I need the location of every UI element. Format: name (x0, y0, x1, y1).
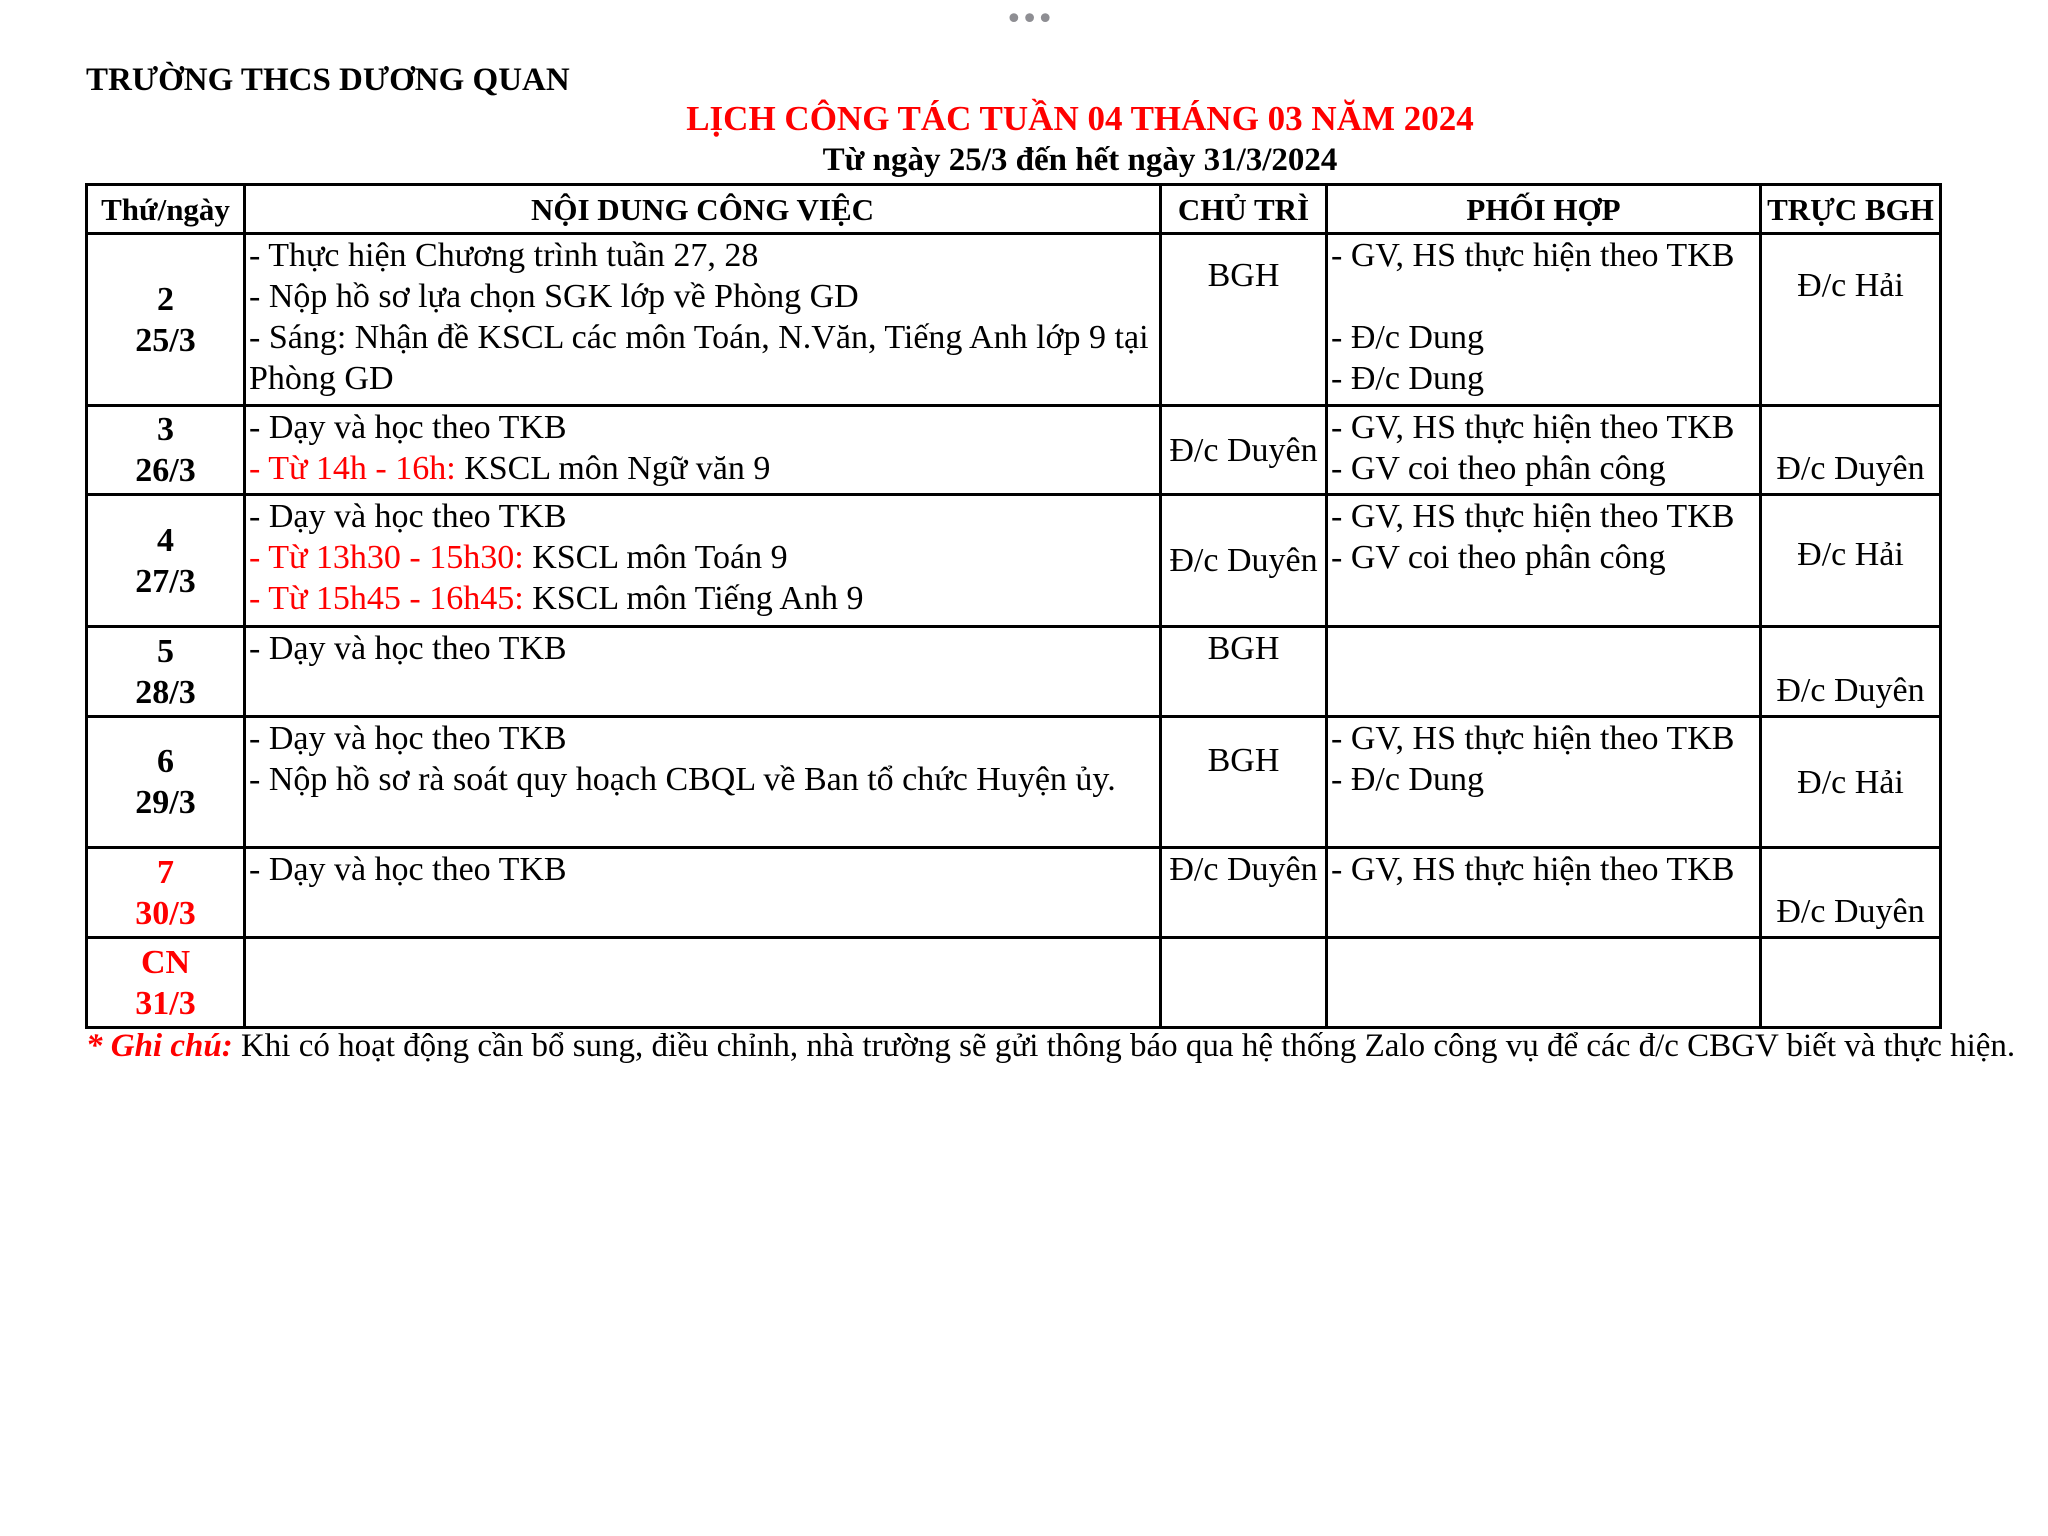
date: 30/3 (135, 894, 196, 932)
table-row (87, 495, 1941, 627)
coord-item: - Đ/c Dung (1331, 360, 1484, 397)
day-cell (87, 627, 245, 717)
task-item: - Dạy và học theo TKB (249, 409, 567, 446)
weekday: 6 (157, 743, 174, 780)
date: 29/3 (135, 784, 196, 821)
host-cell (1161, 406, 1327, 495)
schedule-table (85, 183, 1942, 1029)
coord-cell (1327, 717, 1761, 848)
day-cell (87, 495, 245, 627)
day-cell (87, 717, 245, 848)
timed-task-item (249, 578, 1156, 619)
coord-item: - GV coi theo phân công (1331, 539, 1666, 576)
host-name: BGH (1207, 257, 1280, 294)
coord-item: - GV, HS thực hiện theo TKB (1331, 720, 1735, 757)
day-cell (87, 938, 245, 1028)
host-name: BGH (1207, 742, 1280, 779)
coord-cell (1327, 938, 1761, 1028)
coord-item: - Đ/c Dung (1331, 761, 1484, 798)
day-cell (87, 234, 245, 406)
weekday: 7 (157, 853, 174, 891)
host-cell (1161, 938, 1327, 1028)
content-cell (245, 938, 1161, 1028)
task-item: - Dạy và học theo TKB (249, 630, 567, 667)
task-item: - Thực hiện Chương trình tuần 27, 28 (249, 237, 759, 274)
content-cell (245, 406, 1161, 495)
duty-name: Đ/c Duyên (1776, 450, 1925, 487)
duty-name: Đ/c Duyên (1776, 672, 1925, 709)
duty-cell (1761, 627, 1941, 717)
coord-cell (1327, 848, 1761, 938)
content-cell (245, 717, 1161, 848)
date: 27/3 (135, 562, 196, 600)
host-cell (1161, 627, 1327, 717)
coord-item: - GV coi theo phân công (1331, 450, 1666, 487)
date: 31/3 (135, 984, 196, 1022)
weekday: CN (140, 943, 191, 981)
task-text: KSCL môn Tiếng Anh 9 (523, 580, 864, 617)
duty-cell (1761, 234, 1941, 406)
header-coord: PHỐI HỢP (1327, 185, 1761, 234)
header-duty: TRỰC BGH (1761, 185, 1941, 234)
weekday: 5 (157, 632, 174, 670)
coord-cell (1327, 406, 1761, 495)
duty-cell (1761, 938, 1941, 1028)
coord-cell (1327, 234, 1761, 406)
footnote (86, 1025, 2046, 1067)
school-name: TRƯỜNG THCS DƯƠNG QUAN (86, 62, 570, 98)
table-row (87, 406, 1941, 495)
host-cell (1161, 848, 1327, 938)
coord-item: - GV, HS thực hiện theo TKB (1331, 851, 1735, 888)
day-cell (87, 848, 245, 938)
content-cell (245, 848, 1161, 938)
date-range-subtitle: Từ ngày 25/3 đến hết ngày 31/3/2024 (822, 142, 1338, 178)
duty-name: Đ/c Hải (1797, 267, 1904, 304)
task-text: KSCL môn Toán 9 (523, 539, 788, 576)
host-name: Đ/c Duyên (1169, 851, 1318, 888)
table-row (87, 234, 1941, 406)
host-name: Đ/c Duyên (1169, 542, 1318, 579)
task-item: - Dạy và học theo TKB (249, 851, 567, 888)
task-time: - Từ 15h45 - 16h45: (249, 580, 524, 617)
table-row (87, 627, 1941, 717)
coord-item: - GV, HS thực hiện theo TKB (1331, 498, 1735, 535)
footnote-label: * Ghi chú: (86, 1028, 233, 1064)
duty-name: Đ/c Duyên (1776, 893, 1925, 930)
page-title: LỊCH CÔNG TÁC TUẦN 04 THÁNG 03 NĂM 2024 (686, 99, 1474, 138)
coord-item: - GV, HS thực hiện theo TKB (1331, 409, 1735, 446)
task-item: - Nộp hồ sơ rà soát quy hoạch CBQL về Ban tổ chức Huyện ủy. (249, 761, 1116, 798)
coord-cell (1327, 495, 1761, 627)
table-row (87, 938, 1941, 1028)
task-item: - Nộp hồ sơ lựa chọn SGK lớp về Phòng GD (249, 278, 859, 315)
host-cell (1161, 234, 1327, 406)
content-cell (245, 495, 1161, 627)
duty-name: Đ/c Hải (1797, 536, 1904, 573)
coord-item: - Đ/c Dung (1331, 319, 1484, 356)
duty-cell (1761, 717, 1941, 848)
table-row (87, 717, 1941, 848)
header-host: CHỦ TRÌ (1161, 185, 1327, 234)
task-item: - Dạy và học theo TKB (249, 720, 567, 757)
ellipsis-icon[interactable]: ••• (1005, 2, 1053, 37)
host-name: Đ/c Duyên (1169, 431, 1318, 469)
coord-item: - GV, HS thực hiện theo TKB (1331, 237, 1735, 274)
date: 26/3 (135, 452, 196, 489)
weekday: 2 (157, 280, 174, 318)
task-time: - Từ 14h - 16h: (249, 450, 456, 487)
table-row (87, 848, 1941, 938)
content-cell (245, 627, 1161, 717)
duty-cell (1761, 495, 1941, 627)
duty-cell (1761, 406, 1941, 495)
timed-task-item (249, 448, 1156, 489)
date: 28/3 (135, 673, 196, 711)
weekday: 3 (157, 411, 174, 448)
task-item: - Dạy và học theo TKB (249, 498, 567, 535)
content-cell (245, 234, 1161, 406)
table-header-row (87, 185, 1941, 234)
host-cell (1161, 717, 1327, 848)
coord-cell (1327, 627, 1761, 717)
task-item: - Sáng: Nhận đề KSCL các môn Toán, N.Văn, Tiếng Anh lớp 9 tại Phòng GD (249, 319, 1149, 397)
header-day: Thứ/ngày (87, 185, 245, 234)
header-content: NỘI DUNG CÔNG VIỆC (245, 185, 1161, 234)
date: 25/3 (135, 321, 196, 359)
duty-name: Đ/c Hải (1797, 763, 1904, 801)
day-cell (87, 406, 245, 495)
task-text: KSCL môn Ngữ văn 9 (455, 450, 771, 487)
duty-cell (1761, 848, 1941, 938)
footnote-text: Khi có hoạt động cần bổ sung, điều chỉnh, nhà trường sẽ gửi thông báo qua hệ thống Zalo công vụ để các đ/c CBGV biết và thực hiện. (232, 1028, 2016, 1064)
host-name: BGH (1207, 630, 1280, 667)
weekday: 4 (157, 521, 174, 559)
task-time: - Từ 13h30 - 15h30: (249, 539, 524, 576)
host-cell (1161, 495, 1327, 627)
timed-task-item (249, 537, 1156, 578)
